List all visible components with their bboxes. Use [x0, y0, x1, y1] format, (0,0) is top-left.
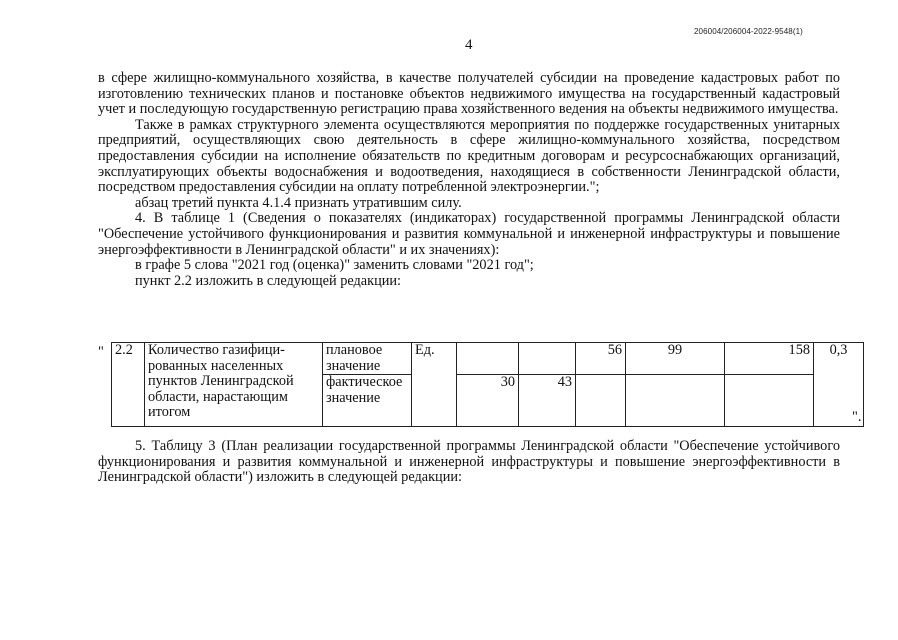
- plan-value: 158: [725, 343, 814, 375]
- paragraph: 4. В таблице 1 (Сведения о показателях (индикаторах) государственной программы Ленинградской области "Обеспечение устойчивого функционирования и развития коммунальной и инженерной инфраструктуры и повышение энергоэффективности в Ленинградской области" и их значениях):: [98, 210, 840, 258]
- table-row: [112, 343, 896, 375]
- indicator-table: [111, 342, 896, 427]
- paragraph: в сфере жилищно-коммунального хозяйства, в качестве получателей субсидии на проведение кадастровых работ по изготовлению технических планов и постановке объектов недвижимого имущества на государственный кадастровый учет и последующую государственную регистрацию права хозяйственного ведения на объекты недвижимого имущества.: [98, 70, 840, 118]
- plan-value: [457, 343, 519, 375]
- fact-value: [626, 375, 725, 427]
- fact-label: фактическое значение: [323, 375, 412, 427]
- plan-value: 56: [576, 343, 626, 375]
- paragraph: в графе 5 слова "2021 год (оценка)" заменить словами "2021 год";: [135, 257, 534, 274]
- paragraph: абзац третий пункта 4.1.4 признать утратившим силу.: [135, 194, 462, 211]
- plan-value: 0,3: [814, 343, 864, 427]
- row-number: 2.2: [112, 343, 145, 427]
- paragraph: 5. Таблицу 3 (План реализации государственной программы Ленинградской области "Обеспечение устойчивого функционирования и развития коммунальной и инженерной инфраструктуры и повышение энергоэффективности в Ленинградской области") изложить в следующей редакции:: [98, 438, 840, 486]
- blank-cell: [864, 343, 896, 427]
- paragraph: Также в рамках структурного элемента осуществляются мероприятия по поддержке государственных унитарных предприятий, осуществляющих свою деятельность в сфере жилищно-коммунального хозяйства, посредством предоставления субсидии на исполнение обязательств по кредитным договорам и ресурсоснабжающих организаций, эксплуатирующих объекты водоснабжения и водоотведения, находящиеся в собственности Ленинградской области, посредством предоставления субсидии на оплату потребленной электроэнергии.";: [98, 116, 840, 196]
- page-number: 4: [465, 37, 473, 53]
- open-quote: ": [98, 344, 104, 360]
- close-quote: ".: [852, 409, 862, 425]
- indicator-name: Количество газифици-рованных населенных пунктов Ленинградской области, нарастающим итогом: [145, 343, 323, 427]
- body-text-top: [98, 71, 840, 289]
- plan-label: плановое значение: [323, 343, 412, 375]
- fact-value: 43: [519, 375, 576, 427]
- plan-value: [519, 343, 576, 375]
- fact-value: [725, 375, 814, 427]
- unit-cell: Ед.: [412, 343, 457, 427]
- plan-value: 99: [626, 343, 725, 375]
- fact-value: [576, 375, 626, 427]
- document-id: 206004/206004-2022-9548(1): [694, 27, 803, 36]
- fact-value: 30: [457, 375, 519, 427]
- paragraph: пункт 2.2 изложить в следующей редакции:: [135, 272, 402, 289]
- body-text-bottom: [98, 439, 840, 486]
